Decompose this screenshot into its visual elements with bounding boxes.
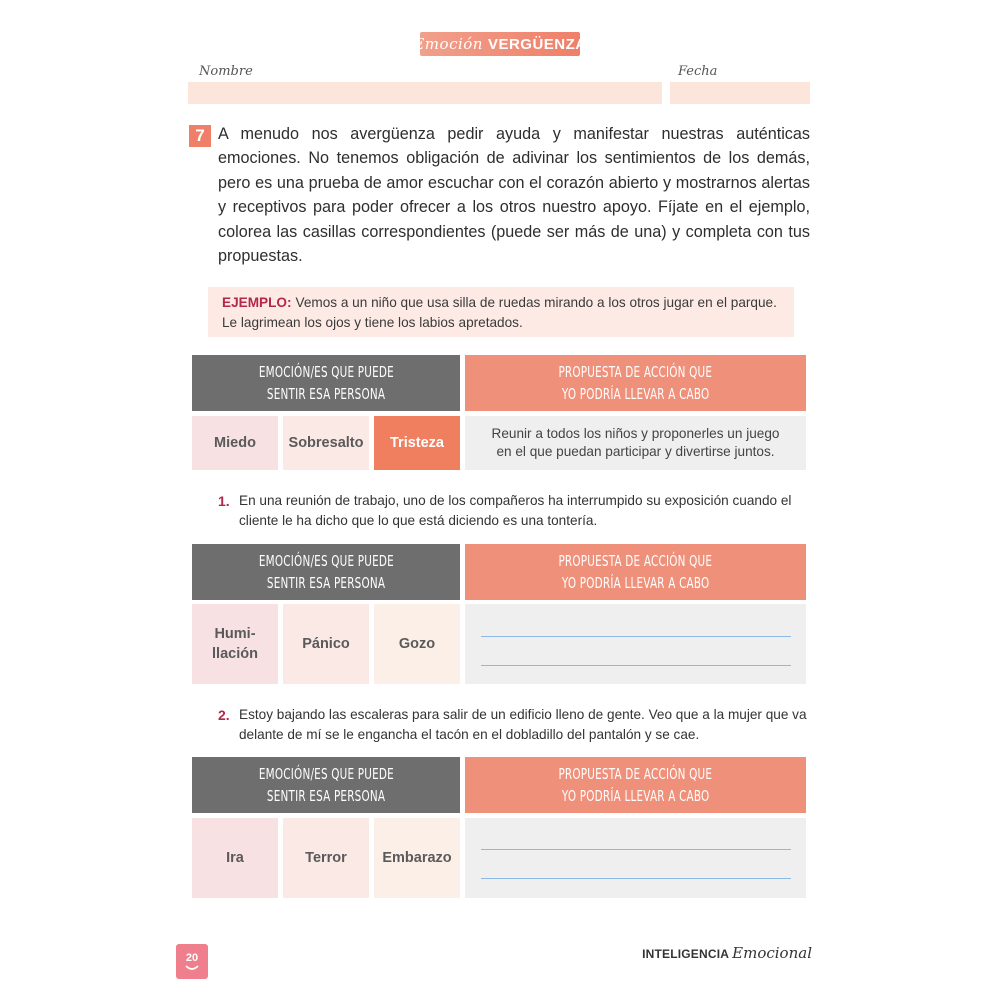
page-number: 20 [185,951,199,964]
header-line: PROPUESTA DE ACCIÓN QUE [558,363,713,381]
question-number: 2. [218,707,230,723]
proposal-writing-area[interactable] [465,604,806,684]
emotion-option-sobresalto[interactable]: Sobresalto [283,416,369,470]
proposal-line: en el que puedan participar y divertirse juntos. [496,444,775,459]
emotion-title-badge [413,32,587,56]
emotion-column-header [192,544,460,600]
badge-emotion-word: Emoción [413,35,483,53]
header-line: EMOCIÓN/ES QUE PUEDE [258,552,394,570]
question-2 [218,705,238,726]
example-label: EJEMPLO: [222,295,292,310]
emotion-option-humillacion[interactable] [192,604,278,684]
example-text: Vemos a un niño que usa silla de ruedas mirando a los otros jugar en el parque. Le lagrimean los ojos y tiene los labios apretados. [222,295,777,330]
action-column-header [465,355,806,411]
header-line: SENTIR ESA PERSONA [266,787,386,805]
emotion-option-embarazo[interactable]: Embarazo [374,818,460,898]
emotion-option-tristeza-selected[interactable]: Tristeza [374,416,460,470]
page-number-badge [176,944,208,979]
question-1-text: En una reunión de trabajo, uno de los compañeros ha interrumpido su exposición cuando el cliente le ha dicho que lo que está diciendo es una tontería. [239,493,792,528]
proposal-line: Reunir a todos los niños y proponerles un juego [491,426,780,441]
header-line: EMOCIÓN/ES QUE PUEDE [258,363,394,381]
name-field[interactable] [188,82,662,104]
exercise-number: 7 [189,125,211,147]
header-line: SENTIR ESA PERSONA [266,385,386,403]
header-line: YO PODRÍA LLEVAR A CABO [561,385,710,403]
option-text-line: Humi- [214,626,256,642]
header-line: YO PODRÍA LLEVAR A CABO [561,574,710,592]
writing-line [481,878,791,879]
emotion-option-panico[interactable]: Pánico [283,604,369,684]
header-line: PROPUESTA DE ACCIÓN QUE [558,765,713,783]
action-column-header [465,544,806,600]
emotion-option-ira[interactable]: Ira [192,818,278,898]
writing-line [481,636,791,637]
emotion-option-gozo[interactable]: Gozo [374,604,460,684]
smile-icon [184,964,200,972]
date-label: Fecha [678,64,718,79]
footer-brand-bold: INTELIGENCIA [642,947,730,961]
question-2-text: Estoy bajando las escaleras para salir de un edificio lleno de gente. Veo que a la mujer que va delante de mí se le engancha el tacón en el dobladillo del pantalón y se cae. [239,707,807,742]
proposal-writing-area[interactable] [465,818,806,898]
example-box [208,287,794,337]
header-line: YO PODRÍA LLEVAR A CABO [561,787,710,805]
date-field[interactable] [670,82,810,104]
action-column-header [465,757,806,813]
emotion-column-header [192,757,460,813]
writing-line [481,665,791,666]
header-line: SENTIR ESA PERSONA [266,574,386,592]
name-label: Nombre [199,64,253,79]
badge-emotion-name: VERGÜENZA [487,35,587,53]
writing-line [481,849,791,850]
header-line: EMOCIÓN/ES QUE PUEDE [258,765,394,783]
emotion-option-miedo[interactable]: Miedo [192,416,278,470]
footer-brand-script: Emocional [732,944,812,962]
footer-brand [642,944,812,962]
emotion-option-terror[interactable]: Terror [283,818,369,898]
exercise-instructions: A menudo nos avergüenza pedir ayuda y manifestar nuestras auténticas emociones. No tenemos obligación de adivinar los sentimientos de los demás, pero es una prueba de amor escuchar con el corazón abierto y mostrarnos alertas y receptivos para poder ofrecer a los otros nuestro apoyo. Fíjate en el ejemplo, colorea las casillas correspondientes (puede ser más de una) y completa con tus propuestas. [218,125,810,266]
example-proposal-cell [465,416,806,470]
emotion-column-header [192,355,460,411]
question-number: 1. [218,493,230,509]
option-text-line: llación [212,646,258,662]
header-line: PROPUESTA DE ACCIÓN QUE [558,552,713,570]
